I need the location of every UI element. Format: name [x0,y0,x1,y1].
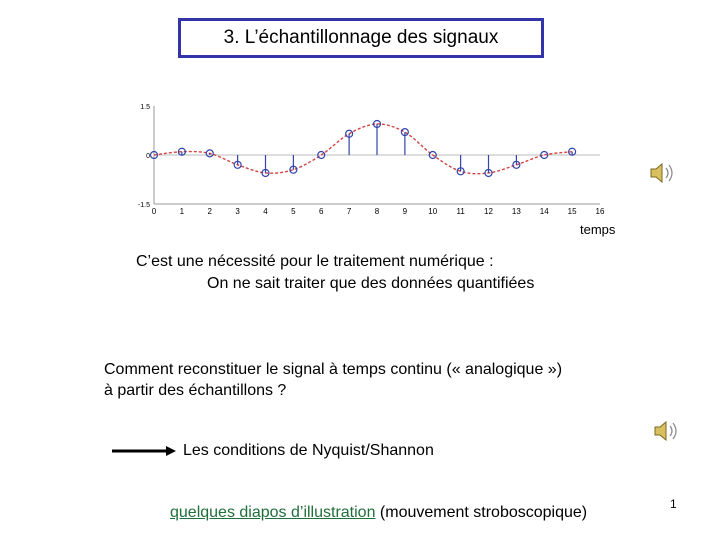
text-line-4: à partir des échantillons ? [104,382,287,399]
y-tick-label: 0 [146,153,150,160]
speaker-icon[interactable] [648,160,676,186]
x-tick-label: 2 [207,207,212,216]
continuous-signal-curve [154,124,572,174]
x-tick-label: 0 [151,207,157,216]
tick-labels [138,104,605,216]
x-tick-label: 3 [235,207,240,216]
x-axis-label: temps [580,222,616,237]
x-tick-label: 6 [319,207,324,216]
x-tick-label: 9 [402,207,408,216]
x-tick-label: 16 [595,207,605,216]
x-tick-label: 12 [484,207,493,216]
illustration-line [170,504,587,522]
slide-title-text: 3. L’échantillonnage des signaux [223,27,499,48]
x-tick-label: 1 [179,207,185,216]
speaker-icon[interactable] [652,418,680,444]
page-number: 1 [670,497,677,511]
x-tick-label: 5 [291,207,296,216]
text-line-1: C’est une nécessité pour le traitement numérique : [136,253,494,270]
sample-stems [151,120,576,176]
x-tick-label: 4 [263,207,268,216]
text-line-2: On ne sait traiter que des données quantifiées [207,275,535,292]
y-tick-label: 1.5 [140,104,150,111]
x-tick-label: 8 [374,207,380,216]
text-line-3: Comment reconstituer le signal à temps continu (« analogique ») [104,361,563,378]
y-tick-label: -1.5 [137,202,150,209]
x-tick-label: 10 [428,207,438,216]
x-tick-label: 7 [346,207,352,216]
x-tick-label: 11 [456,207,465,216]
slide-title [178,18,544,58]
illustration-suffix: (mouvement stroboscopique) [375,504,588,521]
right-arrow-icon [112,444,178,458]
sampling-chart [130,96,610,216]
illustration-link[interactable]: quelques diapos d’illustration [170,504,376,521]
x-tick-label: 13 [511,207,521,216]
nyquist-text: Les conditions de Nyquist/Shannon [183,442,434,459]
x-tick-label: 15 [567,207,577,216]
x-tick-label: 14 [539,207,549,216]
